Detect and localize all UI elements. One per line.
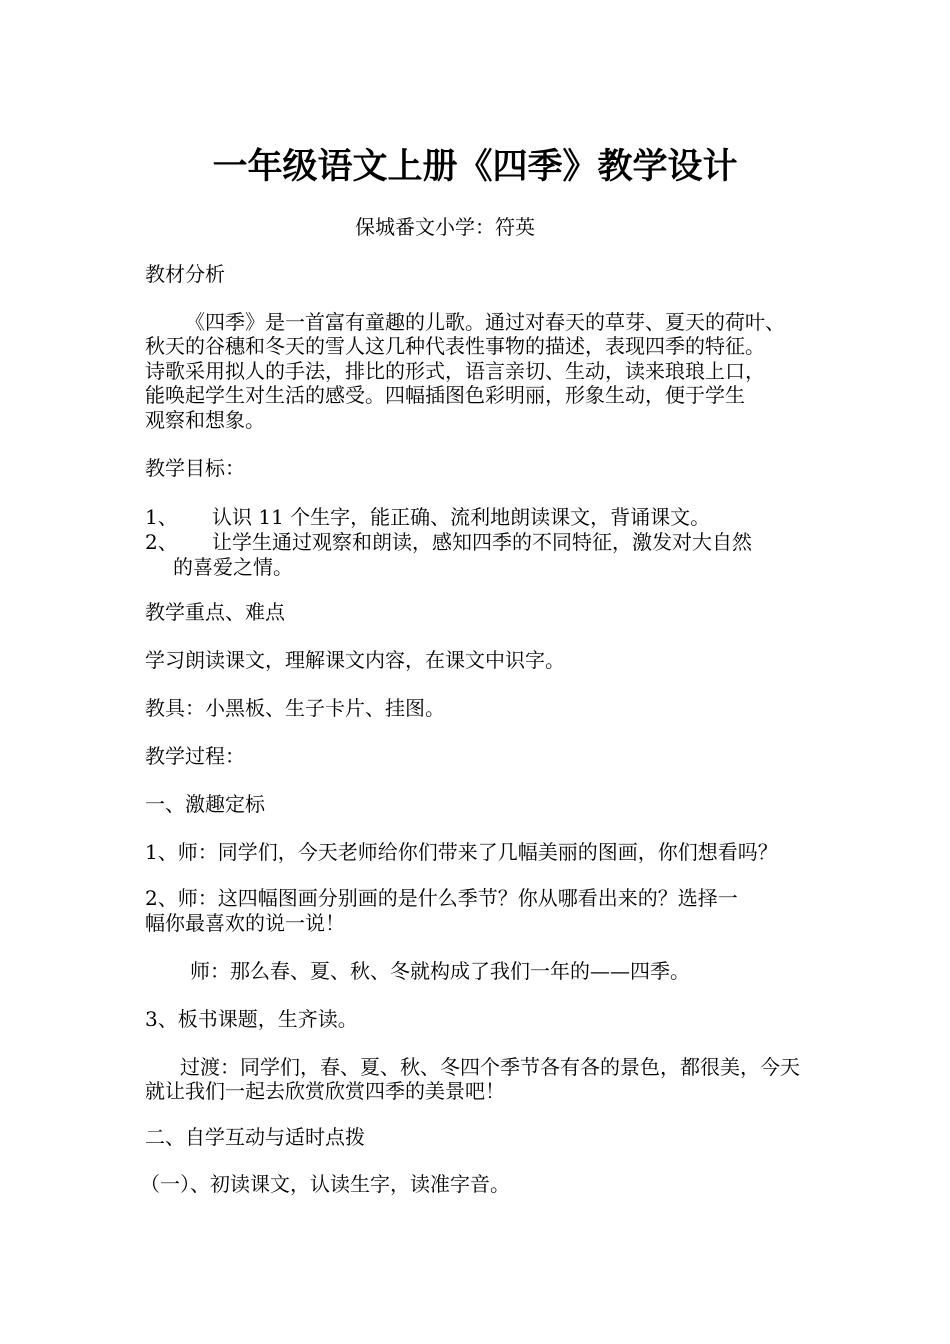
document-title: 一年级语文上册《四季》教学设计: [212, 146, 738, 187]
goals-heading: 教学目标：: [145, 456, 245, 480]
goal-2-text: 让学生通过观察和朗读，感知四季的不同特征，激发对大自然: [212, 530, 752, 554]
key-text: 学习朗读课文，理解课文内容，在课文中识字。: [145, 648, 565, 672]
analysis-line-2: 秋天的谷穗和冬天的雪人这几种代表性事物的描述，表现四季的特征。: [145, 334, 765, 358]
analysis-line-3: 诗歌采用拟人的手法，排比的形式，语言亲切、生动，读来琅琅上口，: [145, 359, 765, 383]
goal-1-text: 认识 11 个生字，能正确、流利地朗读课文，背诵课文。: [212, 505, 711, 529]
step2-sub-1: （一）、初读课文，认读生字，读准字音。: [140, 1172, 510, 1196]
analysis-line-5: 观察和想象。: [145, 408, 265, 432]
step1-item-3: 3、板书课题，生齐读。: [145, 1007, 358, 1031]
analysis-line-4: 能唤起学生对生活的感受。四幅插图色彩明丽，形象生动，便于学生: [145, 383, 745, 407]
analysis-line-1: 《四季》是一首富有童趣的儿歌。通过对春天的草芽、夏天的荷叶、: [185, 310, 785, 334]
transition-line-2: 就让我们一起去欣赏欣赏四季的美景吧！: [145, 1079, 505, 1103]
step1-teacher-line: 师：那么春、夏、秋、冬就构成了我们一年的——四季。: [190, 959, 690, 983]
goal-1-number: 1、: [145, 505, 178, 529]
step2-heading: 二、自学互动与适时点拨: [145, 1125, 365, 1149]
step1-item-1: 1、师：同学们，今天老师给你们带来了几幅美丽的图画，你们想看吗？: [145, 840, 778, 864]
key-heading: 教学重点、难点: [145, 600, 285, 624]
transition-line-1: 过渡：同学们，春、夏、秋、冬四个季节各有各的景色，都很美，今天: [180, 1055, 800, 1079]
goal-2-number: 2、: [145, 530, 178, 554]
analysis-heading: 教材分析: [145, 262, 225, 286]
goal-2-continuation: 的喜爱之情。: [173, 555, 293, 579]
process-heading: 教学过程：: [145, 744, 245, 768]
tools-text: 教具：小黑板、生子卡片、挂图。: [145, 696, 445, 720]
author-line: 保城番文小学：符英: [355, 215, 535, 239]
step1-item-2-line-1: 2、师：这四幅图画分别画的是什么季节？你从哪看出来的？选择一: [145, 886, 738, 910]
step1-heading: 一、激趣定标: [145, 792, 265, 816]
step1-item-2-line-2: 幅你最喜欢的说一说！: [145, 911, 345, 935]
